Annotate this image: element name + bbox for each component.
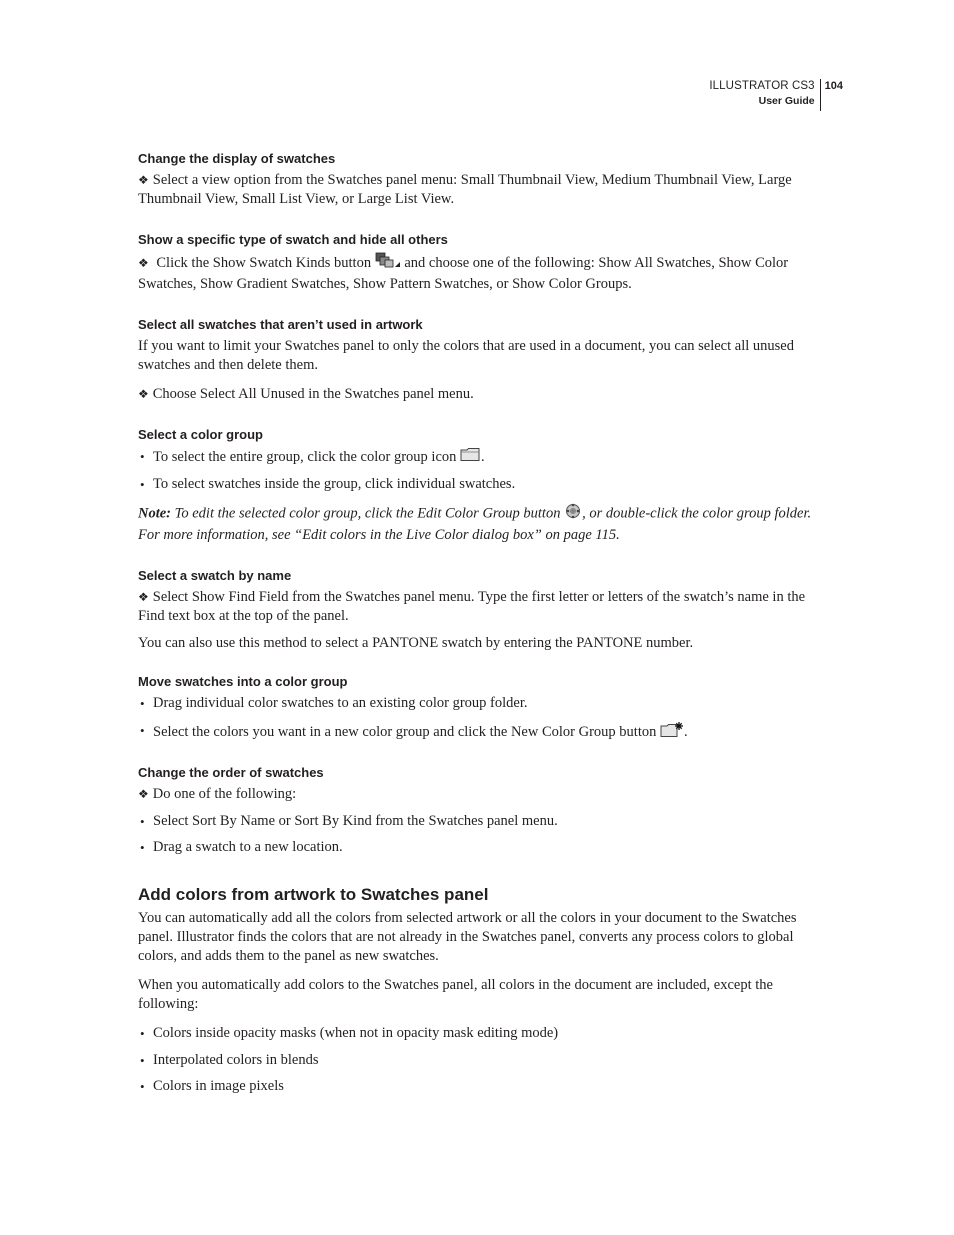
bullet: • <box>140 449 145 464</box>
header-guide: User Guide <box>758 95 815 107</box>
bullet: • <box>140 696 145 711</box>
bullet: • <box>140 723 145 738</box>
swatch-kinds-icon <box>375 252 401 275</box>
heading-display: Change the display of swatches <box>138 151 336 166</box>
step-text: Select Show Find Field from the Swatches panel menu. Type the first letter or letters of the swatch’s name in the Find text box at the top of the panel. <box>138 589 806 624</box>
bullet-text-after: . <box>683 723 688 740</box>
step-marker: ❖ <box>138 787 149 801</box>
heading-colorgroup: Select a color group <box>138 427 263 442</box>
para-unused: If you want to limit your Swatches panel to only the colors that are used in a document, you can select all unused swatches and then delete them. <box>138 338 794 373</box>
bullet-text: Colors inside opacity masks (when not in opacity mask editing mode) <box>153 1025 559 1041</box>
list-item <box>138 838 818 857</box>
bullet: • <box>140 1053 145 1068</box>
running-header <box>709 79 843 111</box>
list-item <box>138 475 818 494</box>
note-label: Note: <box>138 505 172 522</box>
header-product: ILLUSTRATOR CS3 <box>709 80 815 92</box>
list-item <box>138 1051 818 1070</box>
bullet-text: To select swatches inside the group, click individual swatches. <box>153 476 516 492</box>
step-marker: ❖ <box>138 255 149 270</box>
list-item <box>138 721 818 744</box>
step-byname <box>138 588 818 626</box>
list-item <box>138 447 818 468</box>
note-colorgroup <box>138 502 818 545</box>
folder-icon <box>460 447 481 468</box>
bullet: • <box>140 1026 145 1041</box>
heading-move: Move swatches into a color group <box>138 674 348 689</box>
note-text-before: To edit the selected color group, click the Edit Color Group button <box>174 505 561 522</box>
page-content <box>138 150 818 1096</box>
note-text-after: , or double-click the color group folder. For more information, see “Edit colors in the Live Color dialog box” on page 115. <box>138 505 812 543</box>
heading-specific: Show a specific type of swatch and hide all others <box>138 232 448 247</box>
list-item <box>138 1077 818 1096</box>
bullet: • <box>140 840 145 855</box>
step-display <box>138 171 818 209</box>
bullet-text-before: Select the colors you want in a new color group and click the New Color Group button <box>153 723 657 740</box>
bullet: • <box>140 477 145 492</box>
bullet-text: Colors in image pixels <box>153 1078 284 1094</box>
bullet: • <box>140 1079 145 1094</box>
color-wheel-icon <box>564 502 582 526</box>
step-order <box>138 785 818 804</box>
header-titles <box>709 79 820 111</box>
bullet-text: Interpolated colors in blends <box>153 1052 319 1068</box>
step-text: Select a view option from the Swatches panel menu: Small Thumbnail View, Medium Thumbnail View, Large Thumbnail View, Small List View, or Large List View. <box>138 172 792 207</box>
step-marker: ❖ <box>138 173 149 187</box>
bullet-text: Drag a swatch to a new location. <box>153 839 343 855</box>
step-text: Choose Select All Unused in the Swatches panel menu. <box>152 386 474 402</box>
step-marker: ❖ <box>138 590 149 604</box>
heading-order: Change the order of swatches <box>138 765 324 780</box>
bullet-text-before: To select the entire group, click the color group icon <box>153 448 457 465</box>
bullet-text-after: . <box>481 448 485 465</box>
new-folder-icon <box>660 721 684 744</box>
step-text: Do one of the following: <box>152 786 297 802</box>
step-unused <box>138 385 818 404</box>
step-text-after: and choose one of the following: Show All Swatches, Show Color Swatches, Show Gradient Swatches, Show Pattern Swatches, or Show Color Groups. <box>138 254 789 292</box>
list-item <box>138 1024 818 1043</box>
page-number: 104 <box>824 80 843 92</box>
bullet: • <box>140 814 145 829</box>
heading-unused: Select all swatches that aren’t used in artwork <box>138 317 423 332</box>
list-item <box>138 694 818 713</box>
para-add-1: You can automatically add all the colors from selected artwork or all the colors in your document to the Swatches panel. Illustrator finds the colors that are not already in the Swatches panel, converts any process colors to global colors, and adds them to the panel as new swatches. <box>138 910 797 964</box>
step-specific <box>138 252 818 294</box>
heading-byname: Select a swatch by name <box>138 568 292 583</box>
bullet-text: Drag individual color swatches to an existing color group folder. <box>153 695 528 711</box>
heading-add-colors: Add colors from artwork to Swatches panel <box>138 885 489 904</box>
bullet-text: Select Sort By Name or Sort By Kind from the Swatches panel menu. <box>153 813 558 829</box>
para-byname: You can also use this method to select a PANTONE swatch by entering the PANTONE number. <box>138 635 694 651</box>
step-marker: ❖ <box>138 387 149 401</box>
para-add-2: When you automatically add colors to the Swatches panel, all colors in the document are included, except the following: <box>138 977 773 1012</box>
list-item <box>138 812 818 831</box>
step-text-before: Click the Show Swatch Kinds button <box>156 254 372 271</box>
